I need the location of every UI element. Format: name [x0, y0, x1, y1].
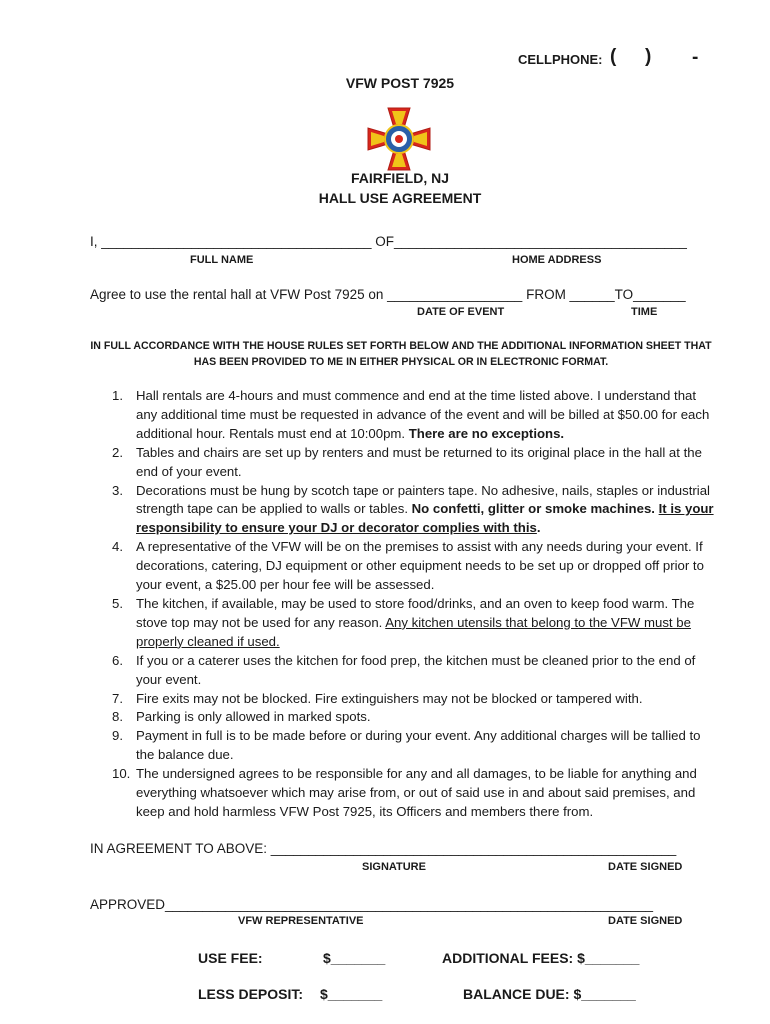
house-rules-list [112, 387, 716, 822]
rule-number: 8. [112, 709, 123, 725]
rule-number: 10. [112, 766, 131, 782]
rule-item [112, 708, 716, 727]
rule-item [112, 765, 716, 822]
name-address-line[interactable]: I, ____________________________________ OF_______________________________________ [90, 234, 687, 249]
use-fee-label: USE FEE: [198, 950, 263, 966]
rule-text: Decorations must be hung by scotch tape or painters tape. No adhesive, nails, staples or industrial strength tape can be applied to walls or tables. [136, 482, 710, 517]
time-label: TIME [631, 306, 658, 318]
org-title: VFW POST 7925 [345, 75, 455, 91]
less-deposit-label: LESS DEPOSIT: [198, 986, 304, 1002]
vfw-representative-label: VFW REPRESENTATIVE [238, 915, 364, 927]
rule-text: A representative of the VFW will be on the premises to assist with any needs during your event. If decorations, catering, DJ equipment or other equipment needs to be set up or dropped off prior to your event, a $25.00 per hour fee will be assessed. [136, 539, 704, 593]
rule-text: Parking is only allowed in marked spots. [136, 709, 371, 725]
rule-number: 3. [112, 482, 123, 498]
full-name-label: FULL NAME [190, 254, 254, 266]
less-deposit-field[interactable]: $_______ [320, 986, 383, 1002]
rule-item: 3. Decorations must be hung by scotch tape or painters tape. No adhesive, nails, staples or industrial strength tape can be applied to walls or tables. No confetti, glitter or smoke machines. It is your responsibility to ensure your DJ or decorator complies with this. [112, 482, 714, 536]
house-rules-notice: IN FULL ACCORDANCE WITH THE HOUSE RULES SET FORTH BELOW AND THE ADDITIONAL INFORMATION SHEET THAT HAS BEEN PROVIDED TO ME IN EITHER PHYSICAL OR IN ELECTRONIC FORMAT. [90, 340, 712, 368]
location-title: FAIRFIELD, NJ [350, 170, 449, 186]
vfw-cross-emblem-icon [366, 106, 432, 172]
date-of-event-label: DATE OF EVENT [417, 306, 505, 318]
rule-text: Hall rentals are 4-hours and must commence and end at the time listed above. I understand that any additional time must be requested in advance of the event and will be billed at $50.00 for each additional hour. Rentals must end at 10:00pm. [136, 388, 710, 441]
rule-item [112, 538, 716, 595]
rule-item [112, 690, 716, 709]
rule-item [112, 652, 716, 690]
rule-number: 6. [112, 652, 123, 668]
rule-item [112, 727, 716, 765]
document-title: HALL USE AGREEMENT [318, 190, 482, 206]
cellphone-label: CELLPHONE: [518, 52, 603, 67]
date-signed-label: DATE SIGNED [608, 861, 683, 873]
signature-label: SIGNATURE [362, 861, 426, 873]
date-signed-label-2: DATE SIGNED [608, 915, 683, 927]
home-address-label: HOME ADDRESS [512, 254, 602, 266]
cellphone-close-paren: ) [645, 46, 652, 67]
rule-number: 5. [112, 595, 123, 611]
rule-emphasis: No confetti, glitter or smoke machines [411, 501, 652, 517]
additional-fees-field[interactable]: ADDITIONAL FEES: $_______ [442, 950, 640, 966]
rule-text: The undersigned agrees to be responsible for any and all damages, to be liable for anything and everything whatsoever which may arise from, or out of said use in and about said premises, and keep and hold harmless VFW Post 7925, its Officers and members there from. [136, 766, 697, 819]
rule-number: 2. [112, 444, 123, 460]
rule-text: Tables and chairs are set up by renters and must be returned to its original place in the hall at the end of your event. [136, 444, 702, 479]
rule-item [112, 444, 716, 482]
rule-text: If you or a caterer uses the kitchen for food prep, the kitchen must be cleaned prior to the end of your event. [136, 652, 696, 687]
rule-underlined-text: It is your responsibility to ensure your DJ or decorator complies with this [136, 501, 714, 536]
rule-number: 1. [112, 388, 123, 403]
use-fee-field[interactable]: $_______ [323, 950, 386, 966]
rule-emphasis: There are no exceptions. [408, 425, 565, 441]
rule-text: Payment in full is to be made before or during your event. Any additional charges will be tallied to the balance due. [136, 728, 701, 763]
rule-item [112, 595, 716, 652]
rule-number: 4. [112, 539, 123, 555]
cellphone-open-paren: ( [610, 46, 617, 67]
balance-due-field[interactable]: BALANCE DUE: $_______ [463, 986, 636, 1002]
agree-date-time-line[interactable]: Agree to use the rental hall at VFW Post 7925 on __________________ FROM ______TO_______ [90, 287, 686, 302]
approved-signature-line[interactable]: APPROVED_________________________________________________________________ [90, 897, 654, 912]
rule-item [112, 387, 716, 444]
agreement-signature-line[interactable]: IN AGREEMENT TO ABOVE: ______________________________________________________ [90, 841, 677, 856]
cellphone-dash: - [692, 47, 699, 68]
rule-number: 7. [112, 690, 123, 706]
rule-tail: . [536, 520, 541, 536]
rule-text: The kitchen, if available, may be used to store food/drinks, and an oven to keep food warm. The stove top may not be used for any reason. [136, 595, 695, 630]
rule-number: 9. [112, 728, 123, 744]
rule-text: Fire exits may not be blocked. Fire extinguishers may not be blocked or tampered with. [136, 690, 643, 706]
rule-underlined-text: Any kitchen utensils that belong to the VFW must be properly cleaned if used. [136, 614, 691, 649]
